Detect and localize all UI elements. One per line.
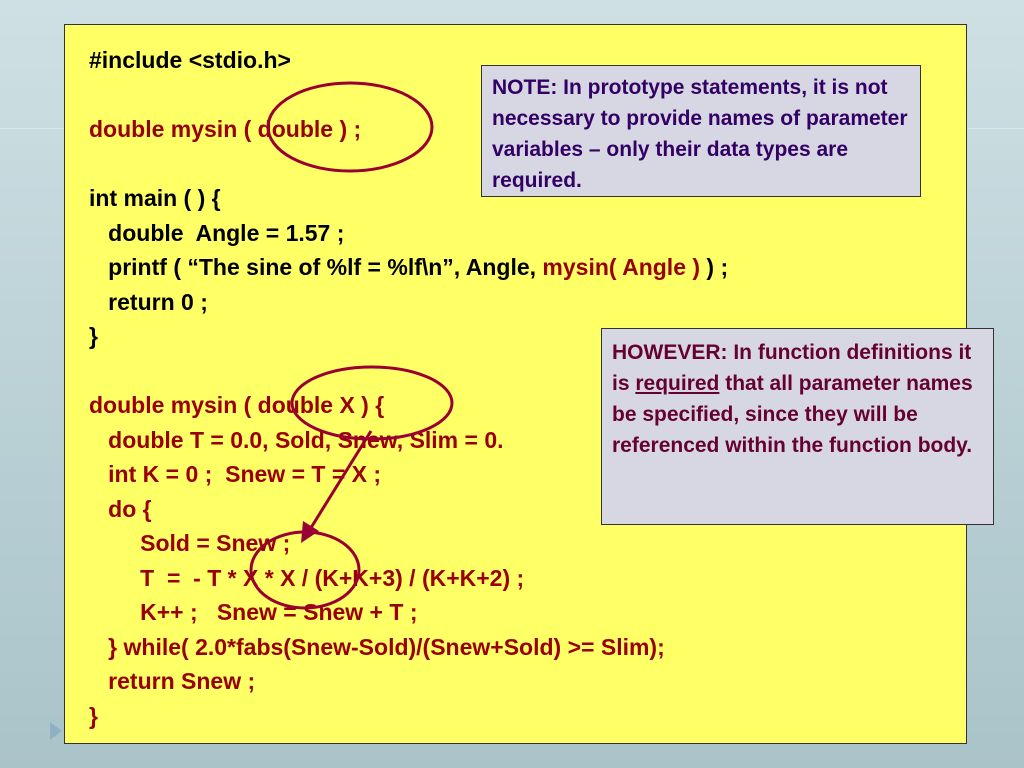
code-line-text: printf ( “The sine of %lf = %lf\n”, Angle, [89, 254, 543, 280]
code-line-text: } while( 2.0*fabs(Snew-Sold)/(Snew+Sold) >= Slim); [89, 633, 665, 660]
slide-panel [64, 24, 973, 744]
code-line-text: Sold = Snew ; [89, 530, 291, 556]
note-prototype-text: NOTE: In prototype statements, it is not necessary to provide names of parameter variables – only their data types are required. [492, 76, 908, 192]
code-line-text: K++ ; Snew = Snew + T ; [89, 599, 418, 625]
code-line-text: double Angle = 1.57 ; [89, 219, 345, 246]
code-line-text: double mysin ( double X ) { [89, 392, 385, 418]
code-line-text: double T = 0.0, Sold, Snew, Slim = 0. [89, 426, 504, 453]
circle-definition-param [292, 367, 452, 439]
code-line-tail: ) ; [700, 254, 729, 280]
code-line-text: T = - T * X * X / (K+K+3) / (K+K+2) ; [89, 564, 525, 591]
code-line-text: do { [89, 495, 152, 522]
code-line-text: return Snew ; [89, 668, 256, 694]
code-line-text: int K = 0 ; Snew = T = X ; [89, 461, 382, 487]
arrow-head-icon [301, 521, 319, 543]
code-line-text: int main ( ) { [89, 185, 221, 211]
annotation-overlay [65, 25, 968, 745]
circle-prototype-param [268, 83, 432, 171]
code-line-text: } [89, 702, 98, 729]
code-line-text: return 0 ; [89, 288, 208, 315]
code-line-text: } [89, 323, 98, 349]
note-definition-text-after: that all parameter names be specified, since they will be referenced within the function body. [612, 372, 973, 457]
circle-t-x-x [251, 532, 359, 608]
slide-nav-triangle-icon [50, 722, 62, 740]
code-line-call: mysin( Angle ) [542, 254, 701, 280]
code-line-text: #include <stdio.h> [89, 47, 291, 73]
note-definition-underlined: required [635, 372, 720, 395]
note-definition-text-before: HOWEVER: In function definitions it is [612, 341, 972, 395]
code-line-text: double mysin ( double ) ; [89, 116, 362, 142]
arrow-line [309, 431, 371, 531]
